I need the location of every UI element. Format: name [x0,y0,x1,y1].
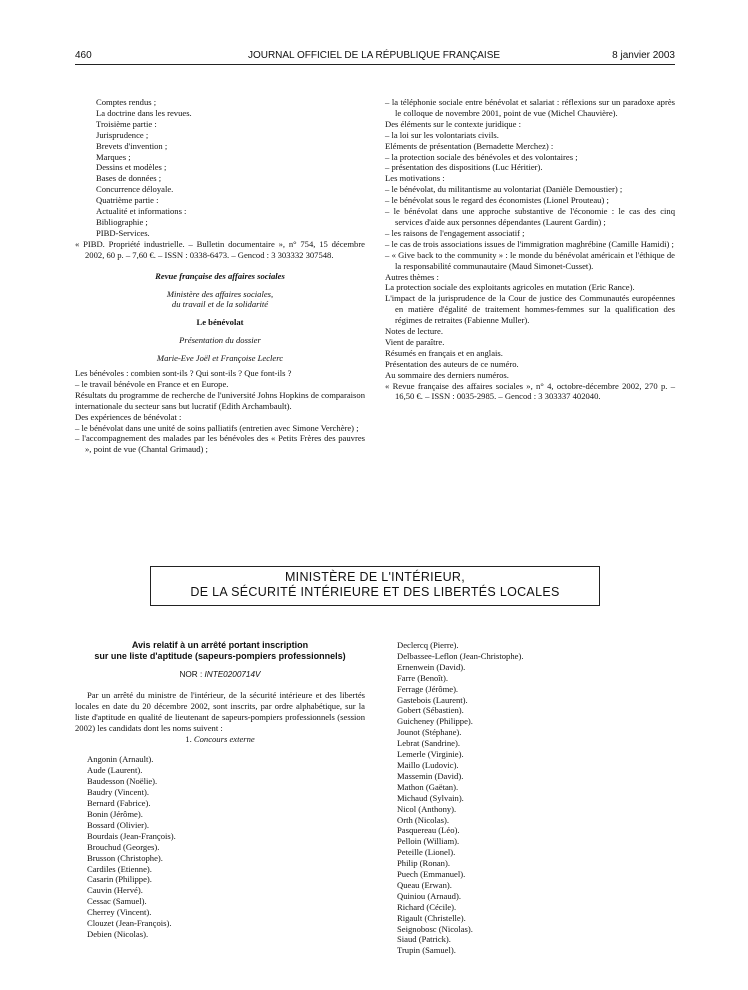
dossier-entry: Au sommaire des derniers numéros. [385,369,509,380]
nor-code: INTE0200714V [204,670,261,679]
dossier-entry: Résumés en français et en anglais. [385,347,503,358]
candidate-name: Cessac (Samuel). [87,896,147,907]
ministry-heading-box [150,566,600,606]
pibd-contents-line: Bases de données ; [96,173,162,184]
dossier-entry: – le bénévolat dans une approche substantive de l'économie : le cas des cinq services d'aide aux personnes dépendantes (Laurent Gardin) ; [385,206,675,227]
dossier-entry: – le bénévolat dans une unité de soins palliatifs (entretien avec Simone Verchère) ; [75,422,359,433]
dossier-entry: – présentation des dispositions (Luc Héritier). [385,162,543,173]
dossier-entry: Notes de lecture. [385,326,443,337]
pibd-contents-line: PIBD-Services. [96,227,150,238]
candidate-name: Philip (Ronan). [397,858,450,869]
candidate-name: Pelloin (William). [397,836,460,847]
pibd-contents-line: Dessins et modèles ; [96,162,167,173]
pibd-contents-line: Quatrième partie : [96,195,159,206]
pibd-contents-line: Actualité et informations : [96,206,187,217]
left-column-top [75,97,365,455]
pibd-contents-line: Concurrence déloyale. [96,184,174,195]
dossier-entry: Présentation des auteurs de ce numéro. [385,358,519,369]
candidate-name: Delbassee-Leflon (Jean-Christophe). [397,650,524,661]
dossier-entry: Résultats du programme de recherche de l'université Johns Hopkins de comparaison internationale du secteur sans but lucratif (Edith Archambault). [75,389,365,411]
candidate-name: Puech (Emmanuel). [397,869,466,880]
candidate-name: Bossard (Olivier). [87,819,150,830]
candidate-name: Cauvin (Hervé). [87,885,143,896]
section-heading [75,734,365,745]
candidate-name: Casarin (Philippe). [87,874,152,885]
dossier-entry: – le bénévolat, du militantisme au volontariat (Danièle Demoustier) ; [385,184,623,195]
candidate-name: Richard (Cécile). [397,901,457,912]
page-date: 8 janvier 2003 [612,50,675,61]
candidate-name: Bernard (Fabrice). [87,798,151,809]
candidate-name: Quiniou (Arnaud). [397,890,461,901]
dossier-entry: Eléments de présentation (Bernadette Merchez) : [385,140,554,151]
right-column-top [385,97,675,402]
avis-left-column [75,640,365,940]
candidate-name: Mathon (Gaëtan). [397,781,459,792]
dossier-entry: – l'accompagnement des malades par les bénévoles des « Petits Frères des pauvres », point de vue (Chantal Grimaud) ; [75,433,365,455]
candidate-name: Massemin (David). [397,770,464,781]
candidate-name: Gobert (Sébastien). [397,705,464,716]
dossier-entry: – les raisons de l'engagement associatif ; [385,227,525,238]
dossier-entry: – « Give back to the community » : le monde du bénévolat américain et l'éthique de la responsabilité communautaire (Maud Simonet-Cusset). [385,249,675,271]
pibd-reference: « PIBD. Propriété industrielle. – Bulletin documentaire », n° 754, 15 décembre 2002, 60 p. – 7,60 €. – ISSN : 0338-6473. – Gencod : 3 303332 307548. [75,238,365,260]
pibd-contents-line: Brevets d'invention ; [96,140,168,151]
page-number: 460 [75,50,92,61]
candidate-name: Guicheney (Philippe). [397,716,473,727]
candidate-name: Clouzet (Jean-François). [87,918,172,929]
journal-title: JOURNAL OFFICIEL DE LA RÉPUBLIQUE FRANÇAISE [247,50,501,61]
candidate-name: Gastebois (Laurent). [397,694,468,705]
revue-title: Revue française des affaires sociales [155,270,285,281]
candidate-list-right [397,640,675,956]
dossier-entry: – le bénévolat sous le regard des économistes (Lionel Prouteau) ; [385,195,609,206]
ministry-line-2: DE LA SÉCURITÉ INTÉRIEURE ET DES LIBERTÉS LOCALES [190,585,560,599]
candidate-name: Cardiles (Etienne). [87,863,152,874]
dossier-entry: Les motivations : [385,173,445,184]
candidate-name: Bonin (Jérôme). [87,808,143,819]
candidate-name: Aude (Laurent). [87,765,143,776]
dossier-title: Le bénévolat [196,317,244,328]
candidate-name: Ernenwein (David). [397,661,466,672]
dossier-authors: Marie-Eve Joël et Françoise Leclerc [156,353,284,364]
dossier-entry: Les bénévoles : combien sont-ils ? Qui sont-ils ? Que font-ils ? [75,368,292,379]
dossier-entry: L'impact de la jurisprudence de la Cour de justice des Communautés européennes en matière d'égalité de traitement hommes-femmes sur la qualification des régimes de retraites (Fabienne Muller). [385,293,675,326]
candidate-name: Pasquereau (Léo). [397,825,460,836]
dossier-entry: – la téléphonie sociale entre bénévolat et salariat : réflexions sur un paradoxe après le colloque de novembre 2001, point de vue (Michel Chauvière). [385,97,675,118]
candidate-name: Michaud (Sylvain). [397,792,464,803]
dossier-entry: La protection sociale des exploitants agricoles en mutation (Eric Rance). [385,282,635,293]
ministry-line-1: MINISTÈRE DE L'INTÉRIEUR, [284,570,466,584]
dossier-entry: Vient de paraître. [385,336,445,347]
avis-title-line-1: Avis relatif à un arrêté portant inscription [131,640,309,650]
revue-reference: « Revue française des affaires sociales », n° 4, octobre-décembre 2002, 270 p. – 16,50 €. – ISSN : 0035-2985. – Gencod : 3 303337 402040. [385,380,675,402]
dossier-contents-left [75,368,365,455]
candidate-name: Debien (Nicolas). [87,928,149,939]
pibd-contents-line: Jurisprudence ; [96,129,149,140]
ministere-line-2: du travail et de la solidarité [171,299,269,310]
avis-intro: Par un arrêté du ministre de l'intérieur, de la sécurité intérieure et des libertés locales en date du 20 décembre 2002, sont inscrits, par ordre alphabétique, sur la liste d'aptitude en qualité de lieutenant de sapeurs-pompiers professionnels (session 2002) les candidats dont les noms suivent : [75,689,365,733]
candidate-name: Brusson (Christophe). [87,852,163,863]
avis-right-column [397,640,675,956]
candidate-name: Jounot (Stéphane). [397,727,462,738]
dossier-entry: Des expériences de bénévolat : [75,411,182,422]
pibd-contents-line: La doctrine dans les revues. [96,107,192,118]
presentation-label: Présentation du dossier [179,335,261,346]
nor-reference [75,670,365,681]
candidate-name: Lebrat (Sandrine). [397,738,460,749]
candidate-name: Declercq (Pierre). [397,640,459,650]
candidate-name: Cherrey (Vincent). [87,907,152,918]
candidate-name: Baudry (Vincent). [87,787,150,798]
pibd-contents-line: Bibliographie ; [96,216,148,227]
pibd-contents-list [75,97,365,239]
candidate-list-left [75,754,365,939]
candidate-name: Farre (Benoît). [397,672,449,683]
candidate-name: Nicol (Anthony). [397,803,457,814]
dossier-entry: – la protection sociale des bénévoles et des volontaires ; [385,151,578,162]
header-rule [75,64,675,65]
candidate-name: Brouchud (Georges). [87,841,160,852]
candidate-name: Angonin (Arnault). [87,754,154,765]
candidate-name: Orth (Nicolas). [397,814,450,825]
dossier-entry: Autres thèmes : [385,271,439,282]
candidate-name: Seignobosc (Nicolas). [397,923,473,934]
dossier-entry: Des éléments sur le contexte juridique : [385,118,522,129]
candidate-name: Queau (Erwan). [397,879,452,890]
candidate-name: Baudesson (Noëlie). [87,776,158,787]
candidate-name: Lemerle (Virginie). [397,749,464,760]
candidate-name: Trupin (Samuel). [397,945,456,956]
ministere-line-1: Ministère des affaires sociales, [166,288,274,299]
dossier-entry: – la loi sur les volontariats civils. [385,129,499,140]
pibd-contents-line: Comptes rendus ; [96,97,157,107]
section-number: 1. [185,733,192,744]
candidate-name: Bourdais (Jean-François). [87,830,176,841]
pibd-contents-line: Marques ; [96,151,131,162]
dossier-entry: – le travail bénévole en France et en Europe. [75,378,229,389]
dossier-contents-right [385,97,675,381]
pibd-contents-line: Troisième partie : [96,118,157,129]
candidate-name: Rigault (Christelle). [397,912,466,923]
candidate-name: Peteille (Lionel). [397,847,456,858]
dossier-entry: – le cas de trois associations issues de l'immigration maghrébine (Camille Hamidi) ; [385,238,674,249]
candidate-name: Ferrage (Jérôme). [397,683,459,694]
nor-label: NOR : [179,670,205,679]
candidate-name: Maillo (Ludovic). [397,759,459,770]
candidate-name: Siaud (Patrick). [397,934,451,945]
section-title: Concours externe [193,733,255,744]
avis-title-line-2: sur une liste d'aptitude (sapeurs-pompiers professionnels) [94,651,346,661]
